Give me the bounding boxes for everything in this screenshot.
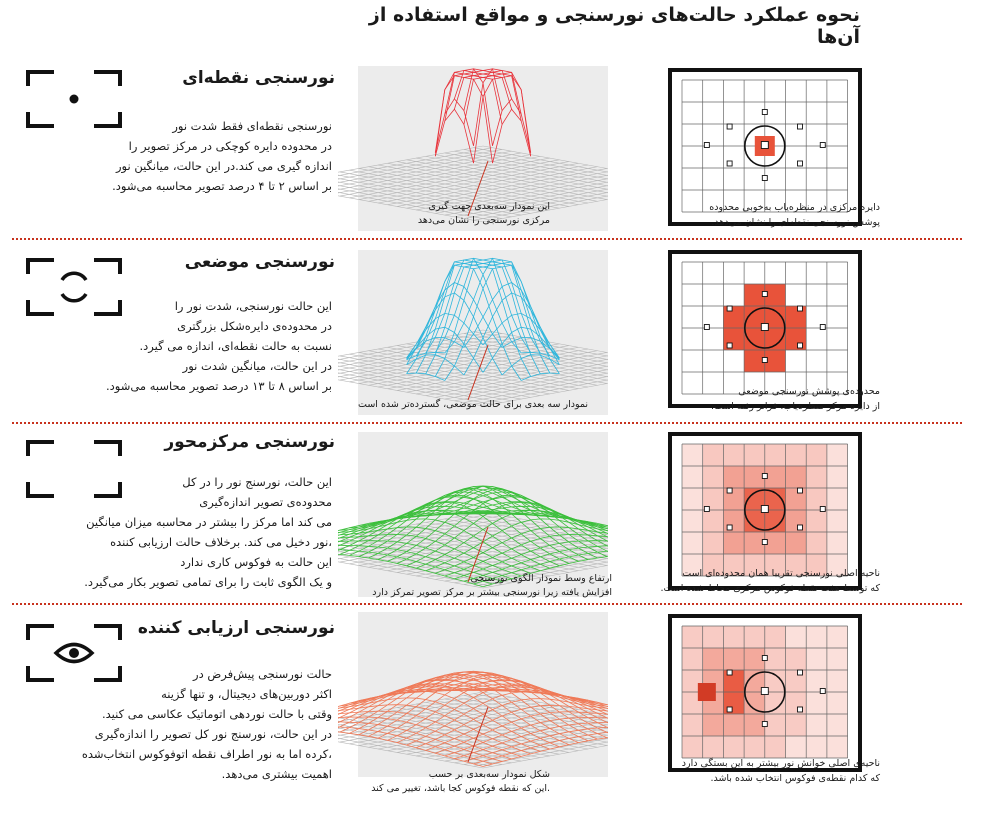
af-point <box>762 722 767 727</box>
caption-line: ارتفاع وسط نمودار الگوی نورسنجی <box>470 573 612 584</box>
desc-line: در محدوده‌ی دایره‌شکل بزرگتری <box>177 319 332 333</box>
desc-line: حالت نورسنجی پیش‌فرض در <box>193 667 332 681</box>
af-point <box>797 343 802 348</box>
desc-line: محدوده‌ی تصویر اندازه‌گیری <box>199 495 332 509</box>
af-point <box>762 474 767 479</box>
desc-line: اکثر دوربین‌های دیجیتال، و تنها گزینه <box>161 687 332 701</box>
metering-weight-cell <box>786 532 807 554</box>
metering-weight-cell <box>703 736 724 758</box>
af-point <box>820 689 825 694</box>
metering-weight-cell <box>723 510 744 532</box>
metering-weight-cell <box>723 466 744 488</box>
metering-weight-cell <box>723 670 744 692</box>
caption-line: نمودار سه بعدی برای حالت موضعی، گسترده‌تر شده است <box>358 399 588 410</box>
caption-line: پوشش نورسنجی نقطه‌ای را نشان می‌دهد. <box>711 217 880 228</box>
caption-line: دایره مرکزی در منظره‌یاب به‌خوبی محدوده <box>709 202 880 213</box>
metering-weight-cell <box>806 692 827 714</box>
metering-weight-cell <box>682 444 703 466</box>
af-point <box>762 292 767 297</box>
metering-weight-cell <box>827 670 848 692</box>
metering-weight-cell <box>786 736 807 758</box>
caption-line: .این که نقطه فوکوس کجا باشد، تغییر می کند <box>371 783 550 794</box>
af-point <box>727 161 732 166</box>
row-description <box>14 296 332 396</box>
desc-line: نسبت به حالت نقطه‌ای، اندازه می گیرد. <box>139 339 332 353</box>
metering-weight-cell <box>744 648 765 670</box>
metering-weight-cell <box>723 532 744 554</box>
metering-weight-cell <box>806 466 827 488</box>
plot-caption <box>320 572 612 600</box>
metering-weight-cell <box>723 692 744 714</box>
caption-line: شکل نمودار سه‌بعدی بر حسب <box>428 769 550 780</box>
af-point <box>727 343 732 348</box>
metering-weight-cell <box>744 714 765 736</box>
metering-weight-cell <box>765 626 786 648</box>
metering-weight-cell <box>827 648 848 670</box>
caption-line: از دایره مرکز منظره‌یاب، فراتر رفته است. <box>710 401 880 412</box>
metering-weight-cell <box>806 714 827 736</box>
desc-line: نورسنجی نقطه‌ای فقط شدت نور <box>172 119 332 133</box>
viewfinder-caption <box>630 384 880 414</box>
metering-weight-cell <box>682 466 703 488</box>
af-point <box>820 325 825 330</box>
af-point <box>820 507 825 512</box>
metering-weight-cell <box>682 510 703 532</box>
plot-caption <box>326 398 588 412</box>
af-point <box>704 325 709 330</box>
row-heading: نورسنجی نقطه‌ای <box>182 68 335 88</box>
viewfinder-caption <box>630 756 880 786</box>
desc-line: می کند اما مرکز را بیشتر در محاسبه میزان میانگین <box>86 515 332 529</box>
metering-weight-cell <box>723 648 744 670</box>
metering-weight-cell <box>682 488 703 510</box>
metering-weight-cell <box>786 466 807 488</box>
viewfinder-svg <box>668 614 862 772</box>
metering-weight-cell <box>723 626 744 648</box>
af-point <box>727 306 732 311</box>
row-heading: نورسنجی مرکزمحور <box>164 432 335 452</box>
caption-line: این نمودار سه‌بعدی جهت گیری <box>428 201 550 212</box>
desc-line: این حالت به فوکوس کاری ندارد <box>180 555 332 569</box>
metering-weight-cell <box>682 648 703 670</box>
metering-weight-cell <box>806 510 827 532</box>
metering-weight-cell <box>806 626 827 648</box>
metering-weight-cell <box>827 488 848 510</box>
metering-weight-cell <box>827 532 848 554</box>
af-point <box>761 324 768 331</box>
desc-line: این حالت، نورسنج نور را در کل <box>182 475 332 489</box>
af-point <box>797 707 802 712</box>
metering-weight-cell <box>703 626 724 648</box>
metering-weight-cell <box>806 444 827 466</box>
metering-weight-cell <box>703 466 724 488</box>
row-separator <box>12 603 962 605</box>
caption-line: محدوده‌ی پوشش نورسنجی موضعی <box>738 386 880 397</box>
metering-weight-cell <box>723 444 744 466</box>
metering-weight-cell <box>786 692 807 714</box>
metering-weight-cell <box>827 510 848 532</box>
row-description <box>14 472 332 592</box>
af-point <box>762 110 767 115</box>
desc-line: اندازه گیری می کند.در این حالت، میانگین نور <box>115 159 332 173</box>
metering-weight-cell <box>765 444 786 466</box>
af-point <box>727 124 732 129</box>
caption-line: افزایش یافته زیرا نورسنجی بیشتر بر مرکز تصویر تمرکز دارد <box>372 587 612 598</box>
metering-weight-cell <box>682 736 703 758</box>
af-point <box>727 670 732 675</box>
caption-line: ناحیه‌ی اصلی خوانش نور بیشتر به این بستگی دارد <box>681 758 880 769</box>
desc-line: در این حالت، نورسنج نور کل تصویر را اندازه‌گیری <box>94 727 332 741</box>
metering-weight-cell <box>744 444 765 466</box>
metering-weight-cell <box>806 532 827 554</box>
desc-line: در این حالت، میانگین شدت نور <box>182 359 332 373</box>
metering-weight-cell <box>703 510 724 532</box>
metering-weight-cell <box>786 714 807 736</box>
metering-weight-cell <box>786 670 807 692</box>
metering-weight-cell <box>827 692 848 714</box>
metering-weight-cell <box>703 714 724 736</box>
desc-line: در محدوده دایره کوچکی در مرکز تصویر را <box>128 139 332 153</box>
af-point <box>797 525 802 530</box>
caption-line: ناحیه اصلی نورسنجی تقریبا همان محدوده‌ای است <box>682 568 880 579</box>
desc-line: بر اساس ۸ تا ۱۳ درصد تصویر محاسبه می‌شود. <box>105 379 332 393</box>
metering-3d-plot <box>338 250 608 415</box>
metering-weight-cell <box>703 444 724 466</box>
surface-plot-svg <box>338 250 608 415</box>
af-point <box>797 306 802 311</box>
metering-weight-cell <box>744 736 765 758</box>
metering-weight-cell <box>806 648 827 670</box>
desc-line: ،نور دخیل می کند. برخلاف حالت ارزیابی کننده <box>110 535 332 549</box>
metering-weight-cell <box>827 714 848 736</box>
metering-weight-cell <box>786 444 807 466</box>
viewfinder-caption <box>630 566 880 596</box>
row-separator <box>12 422 962 424</box>
af-point <box>761 142 768 149</box>
metering-weight-cell <box>827 466 848 488</box>
row-separator <box>12 238 962 240</box>
surface-plot-svg <box>338 612 608 777</box>
af-point <box>797 670 802 675</box>
metering-weight-cell <box>765 736 786 758</box>
metering-weight-cell <box>744 532 765 554</box>
desc-line: وقتی با حالت نوردهی اتوماتیک عکاسی می کنید. <box>101 707 332 721</box>
metering-weight-cell <box>827 444 848 466</box>
metering-weight-cell <box>744 466 765 488</box>
af-point <box>704 143 709 148</box>
af-point <box>761 688 768 695</box>
metering-weight-cell <box>723 488 744 510</box>
af-point <box>797 488 802 493</box>
af-point <box>761 506 768 513</box>
metering-weight-cell <box>765 532 786 554</box>
af-point <box>727 707 732 712</box>
metering-3d-plot <box>338 612 608 777</box>
desc-line: ،کرده اما به نور اطراف نقطه اتوفوکوس انتخاب‌شده <box>81 747 332 761</box>
af-point <box>797 161 802 166</box>
metering-weight-cell <box>827 626 848 648</box>
metering-weight-cell <box>827 736 848 758</box>
metering-weight-cell <box>703 648 724 670</box>
metering-weight-cell <box>765 466 786 488</box>
plot-caption <box>330 768 550 796</box>
metering-weight-cell <box>765 648 786 670</box>
caption-line: که توسط هفت نقطه فوکوس مرکزی محاط شده است. <box>660 583 880 594</box>
af-point <box>797 124 802 129</box>
af-point <box>727 525 732 530</box>
metering-weight-cell <box>723 736 744 758</box>
metering-weight-cell <box>682 714 703 736</box>
desc-line: اهمیت بیشتری می‌دهد. <box>221 767 332 781</box>
viewfinder-diagram <box>668 614 862 772</box>
af-point <box>762 176 767 181</box>
metering-weight-cell <box>682 626 703 648</box>
metering-weight-cell <box>723 714 744 736</box>
row-heading: نورسنجی موضعی <box>184 252 335 272</box>
metering-weight-cell <box>786 648 807 670</box>
row-description <box>14 664 332 784</box>
metering-weight-cell <box>765 714 786 736</box>
af-point <box>762 358 767 363</box>
row-heading: نورسنجی ارزیابی کننده <box>137 618 335 638</box>
metering-weight-cell <box>806 736 827 758</box>
page-title: نحوه عملکرد حالت‌های نورسنجی و مواقع استفاده از آن‌ها <box>368 4 860 48</box>
viewfinder-caption <box>630 200 880 230</box>
af-point <box>762 656 767 661</box>
caption-line: که کدام نقطه‌ی فوکوس انتخاب شده باشد. <box>710 773 880 784</box>
selected-af-point <box>698 683 716 701</box>
metering-weight-cell <box>786 626 807 648</box>
af-point <box>762 540 767 545</box>
plot-caption <box>330 200 550 228</box>
desc-line: این حالت نورسنجی، شدت نور را <box>174 299 332 313</box>
caption-line: مرکزی نورسنجی را نشان می‌دهد <box>417 215 550 226</box>
metering-weight-cell <box>744 626 765 648</box>
metering-weight-cell <box>786 510 807 532</box>
af-point <box>820 143 825 148</box>
desc-line: و یک الگوی ثابت را برای تمامی تصویر بکار می‌گیرد. <box>84 575 332 589</box>
af-point <box>704 507 709 512</box>
desc-line: بر اساس ۲ تا ۴ درصد تصویر محاسبه می‌شود. <box>112 179 332 193</box>
metering-weight-cell <box>682 532 703 554</box>
metering-weight-cell <box>786 488 807 510</box>
metering-weight-cell <box>703 532 724 554</box>
row-description <box>14 116 332 196</box>
af-point <box>727 488 732 493</box>
